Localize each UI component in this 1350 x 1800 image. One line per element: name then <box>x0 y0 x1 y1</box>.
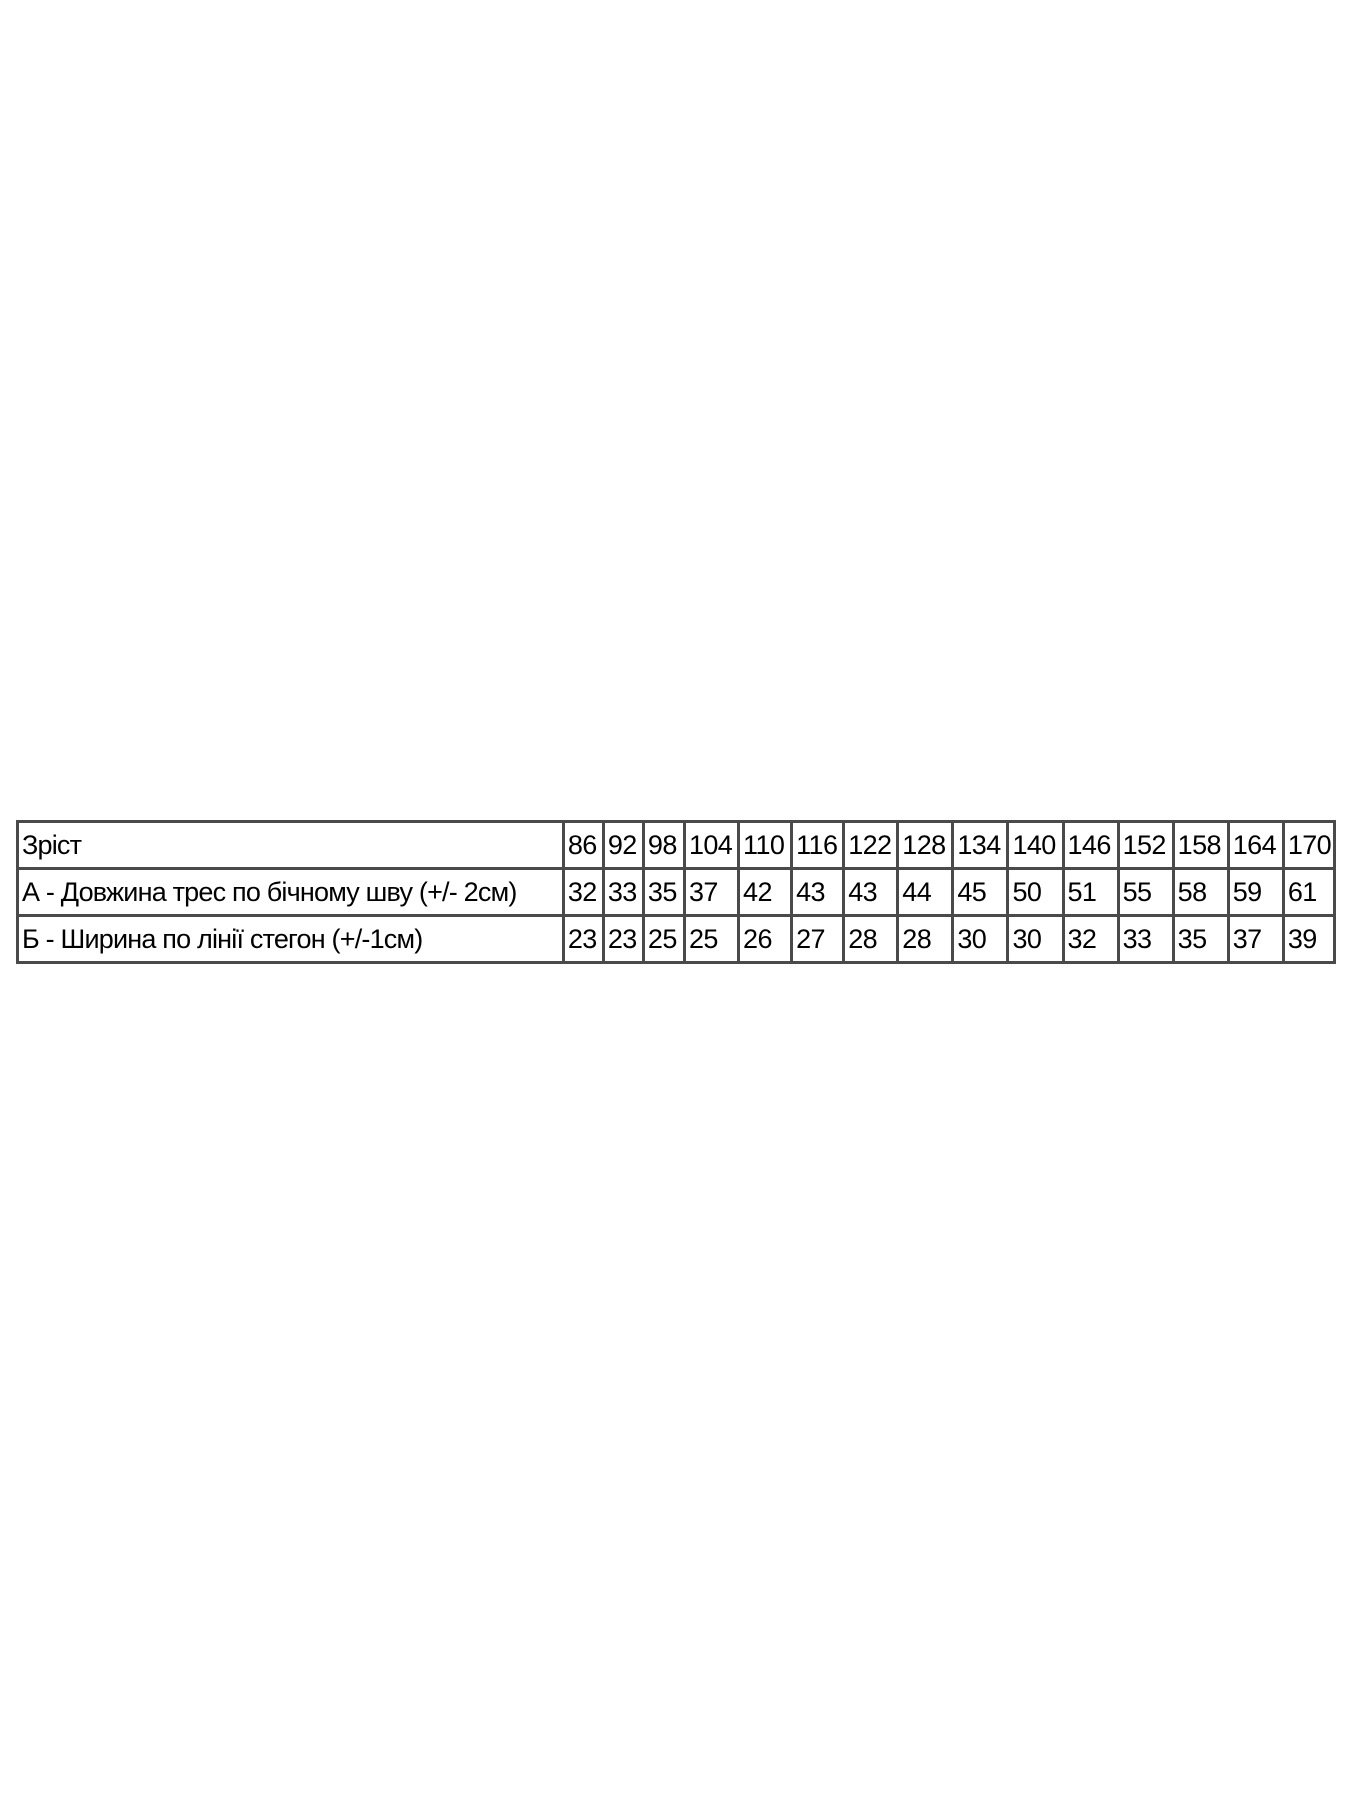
table-cell: 140 <box>1008 822 1063 869</box>
table-cell: 158 <box>1173 822 1228 869</box>
table-cell: 26 <box>739 916 792 963</box>
row-label-height: Зріст <box>18 822 564 869</box>
table-cell: 61 <box>1283 869 1334 916</box>
table-cell: 35 <box>643 869 684 916</box>
table-cell: 28 <box>898 916 953 963</box>
table-cell: 92 <box>603 822 643 869</box>
table-cell: 104 <box>684 822 738 869</box>
table-cell: 51 <box>1063 869 1118 916</box>
table-cell: 55 <box>1118 869 1173 916</box>
table-cell: 146 <box>1063 822 1118 869</box>
table-cell: 37 <box>1228 916 1283 963</box>
table-cell: 35 <box>1173 916 1228 963</box>
table-row-width <box>18 916 1335 963</box>
row-label-length: А - Довжина трес по бічному шву (+/- 2см) <box>18 869 564 916</box>
table-cell: 33 <box>603 869 643 916</box>
table-cell: 28 <box>844 916 898 963</box>
table-cell: 134 <box>953 822 1008 869</box>
table-cell: 37 <box>684 869 738 916</box>
table-cell: 44 <box>898 869 953 916</box>
table-cell: 59 <box>1228 869 1283 916</box>
table-cell: 128 <box>898 822 953 869</box>
table-cell: 25 <box>643 916 684 963</box>
table-row-height <box>18 822 1335 869</box>
table-cell: 43 <box>792 869 844 916</box>
table-cell: 110 <box>739 822 792 869</box>
table-cell: 42 <box>739 869 792 916</box>
table-cell: 43 <box>844 869 898 916</box>
table-cell: 25 <box>684 916 738 963</box>
table-cell: 33 <box>1118 916 1173 963</box>
table-cell: 39 <box>1283 916 1334 963</box>
table-cell: 32 <box>1063 916 1118 963</box>
table-cell: 86 <box>563 822 603 869</box>
table-cell: 30 <box>953 916 1008 963</box>
table-cell: 98 <box>643 822 684 869</box>
table-cell: 50 <box>1008 869 1063 916</box>
table-cell: 23 <box>563 916 603 963</box>
table-cell: 45 <box>953 869 1008 916</box>
table-cell: 164 <box>1228 822 1283 869</box>
table-cell: 23 <box>603 916 643 963</box>
table-cell: 152 <box>1118 822 1173 869</box>
table-cell: 58 <box>1173 869 1228 916</box>
table-cell: 170 <box>1283 822 1334 869</box>
row-label-width: Б - Ширина по лінії стегон (+/-1см) <box>18 916 564 963</box>
table-cell: 32 <box>563 869 603 916</box>
table-row-length <box>18 869 1335 916</box>
table-cell: 27 <box>792 916 844 963</box>
table-cell: 30 <box>1008 916 1063 963</box>
table-cell: 116 <box>792 822 844 869</box>
size-chart-table <box>16 820 1336 964</box>
table-cell: 122 <box>844 822 898 869</box>
